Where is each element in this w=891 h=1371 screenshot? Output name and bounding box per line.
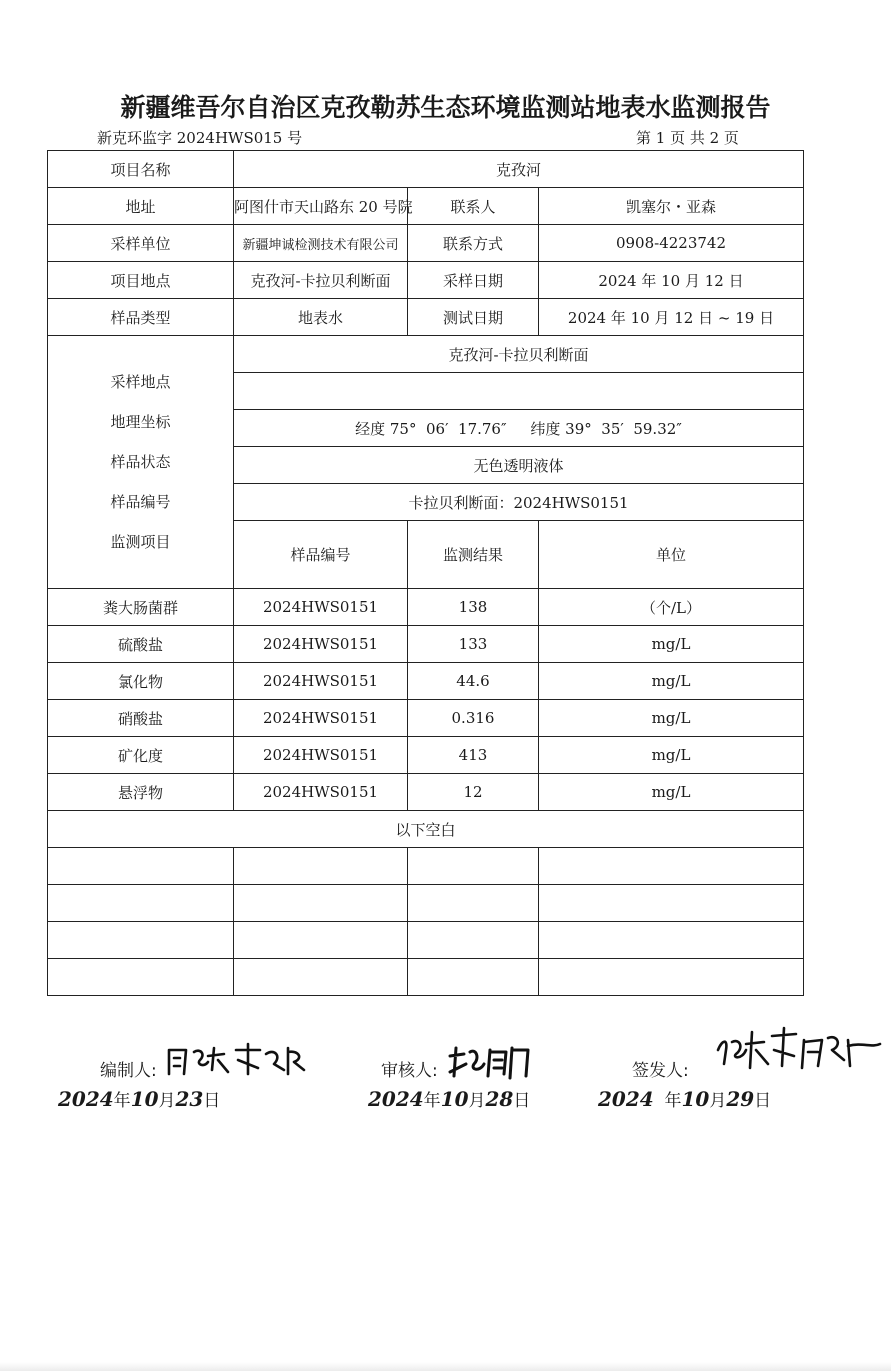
reviewer-date <box>368 1086 530 1111</box>
result-value: 12 <box>408 774 539 811</box>
sampling-site-value: 克孜河-卡拉贝利断面 <box>234 336 804 373</box>
label-sample-id: 样品编号 <box>110 492 171 511</box>
item-name: 氯化物 <box>48 663 234 700</box>
empty-cell <box>408 922 539 959</box>
sample-no: 2024HWS0151 <box>234 663 408 700</box>
empty-cell <box>48 848 234 885</box>
item-name: 悬浮物 <box>48 774 234 811</box>
sampling-unit-label: 采样单位 <box>48 225 234 262</box>
reviewer-label: 审核人: <box>381 1061 438 1081</box>
table-row <box>48 774 804 811</box>
empty-cell <box>234 373 804 410</box>
item-name: 粪大肠菌群 <box>48 589 234 626</box>
scan-edge <box>0 1362 891 1371</box>
sampling-date-label: 采样日期 <box>408 262 539 299</box>
sampling-unit-value: 新疆坤诚检测技术有限公司 <box>234 225 408 262</box>
result-value: 44.6 <box>408 663 539 700</box>
row-sample-type <box>48 299 804 336</box>
blank-note-row <box>48 811 804 848</box>
address-value: 阿图什市天山路东 20 号院 <box>234 188 408 225</box>
label-sample-state: 样品状态 <box>110 452 171 471</box>
result-value: 138 <box>408 589 539 626</box>
label-coordinates: 地理坐标 <box>110 412 171 431</box>
document-number: 新克环监字 2024HWS015 号 <box>97 129 303 147</box>
header-unit: 单位 <box>539 521 804 589</box>
empty-cell <box>48 959 234 996</box>
compiler-date <box>58 1086 220 1111</box>
test-date-label: 测试日期 <box>408 299 539 336</box>
result-value: 0.316 <box>408 700 539 737</box>
month-suffix: 月 <box>158 1091 176 1111</box>
row-project-name <box>48 151 804 188</box>
unit: （个/L） <box>539 589 804 626</box>
year-suffix: 年 <box>664 1091 682 1111</box>
empty-cell <box>48 922 234 959</box>
empty-row <box>48 848 804 885</box>
unit: mg/L <box>539 700 804 737</box>
empty-cell <box>234 885 408 922</box>
day-suffix: 日 <box>203 1091 221 1111</box>
unit: mg/L <box>539 774 804 811</box>
contact-method-label: 联系方式 <box>408 225 539 262</box>
table-row <box>48 589 804 626</box>
report-table <box>47 150 804 996</box>
row-address <box>48 188 804 225</box>
empty-cell <box>234 959 408 996</box>
issuer-signature <box>712 1020 882 1076</box>
address-label: 地址 <box>48 188 234 225</box>
sample-labels <box>48 372 233 553</box>
empty-row <box>48 885 804 922</box>
month-suffix: 月 <box>709 1091 727 1111</box>
sample-no: 2024HWS0151 <box>234 774 408 811</box>
table-row <box>48 626 804 663</box>
header-result: 监测结果 <box>408 521 539 589</box>
reviewer-signature <box>446 1042 536 1082</box>
table-row <box>48 737 804 774</box>
signature-area <box>0 1020 891 1140</box>
reviewer-date-day: 28 <box>485 1087 514 1111</box>
empty-row <box>48 959 804 996</box>
unit: mg/L <box>539 663 804 700</box>
page-info: 第 1 页 共 2 页 <box>636 129 739 147</box>
empty-cell <box>539 848 804 885</box>
sample-id-value: 卡拉贝利断面：2024HWS0151 <box>234 484 804 521</box>
empty-cell <box>539 922 804 959</box>
issuer-date-year: 2024 <box>598 1087 654 1111</box>
sample-no: 2024HWS0151 <box>234 589 408 626</box>
empty-row <box>48 922 804 959</box>
row-sampling-site <box>48 336 804 373</box>
day-suffix: 日 <box>513 1091 531 1111</box>
compiler-date-year: 2024 <box>58 1087 114 1111</box>
issuer-date-month: 10 <box>681 1087 710 1111</box>
project-name-value: 克孜河 <box>234 151 804 188</box>
result-value: 133 <box>408 626 539 663</box>
unit: mg/L <box>539 626 804 663</box>
contact-method-value: 0908-4223742 <box>539 225 804 262</box>
reviewer-date-year: 2024 <box>368 1087 424 1111</box>
day-suffix: 日 <box>754 1091 772 1111</box>
test-date-value: 2024 年 10 月 12 日 ~ 19 日 <box>539 299 804 336</box>
reviewer-date-month: 10 <box>440 1087 469 1111</box>
sample-type-value: 地表水 <box>234 299 408 336</box>
sample-no: 2024HWS0151 <box>234 700 408 737</box>
blank-note: 以下空白 <box>48 811 804 848</box>
label-sampling-site: 采样地点 <box>110 372 171 391</box>
year-suffix: 年 <box>113 1091 131 1111</box>
empty-cell <box>408 885 539 922</box>
sample-labels-cell <box>48 336 234 589</box>
contact-label: 联系人 <box>408 188 539 225</box>
empty-cell <box>408 848 539 885</box>
empty-cell <box>234 922 408 959</box>
compiler-date-day: 23 <box>175 1087 204 1111</box>
header-sample-no: 样品编号 <box>234 521 408 589</box>
issuer-label: 签发人: <box>632 1061 689 1081</box>
sampling-date-value: 2024 年 10 月 12 日 <box>539 262 804 299</box>
compiler-label: 编制人: <box>100 1061 157 1081</box>
sample-state-value: 无色透明液体 <box>234 447 804 484</box>
project-location-value: 克孜河-卡拉贝利断面 <box>234 262 408 299</box>
row-project-location <box>48 262 804 299</box>
report-title: 新疆维吾尔自治区克孜勒苏生态环境监测站地表水监测报告 <box>120 93 771 122</box>
sample-no: 2024HWS0151 <box>234 737 408 774</box>
year-suffix: 年 <box>423 1091 441 1111</box>
project-location-label: 项目地点 <box>48 262 234 299</box>
sample-type-label: 样品类型 <box>48 299 234 336</box>
project-name-label: 项目名称 <box>48 151 234 188</box>
empty-cell <box>234 848 408 885</box>
empty-cell <box>539 959 804 996</box>
issuer-date-day: 29 <box>726 1087 755 1111</box>
compiler-date-month: 10 <box>130 1087 159 1111</box>
sample-no: 2024HWS0151 <box>234 626 408 663</box>
empty-cell <box>48 885 234 922</box>
empty-cell <box>539 885 804 922</box>
empty-cell <box>408 959 539 996</box>
label-monitoring-items: 监测项目 <box>110 532 171 551</box>
item-name: 矿化度 <box>48 737 234 774</box>
contact-value: 凯塞尔・亚森 <box>539 188 804 225</box>
table-row <box>48 700 804 737</box>
month-suffix: 月 <box>468 1091 486 1111</box>
coordinates-value: 经度 75° 06′ 17.76″ 纬度 39° 35′ 59.32″ <box>234 410 804 447</box>
issuer-date <box>598 1086 771 1111</box>
item-name: 硝酸盐 <box>48 700 234 737</box>
unit: mg/L <box>539 737 804 774</box>
row-sampling-unit <box>48 225 804 262</box>
table-row <box>48 663 804 700</box>
item-name: 硫酸盐 <box>48 626 234 663</box>
compiler-signature <box>164 1040 314 1080</box>
result-value: 413 <box>408 737 539 774</box>
